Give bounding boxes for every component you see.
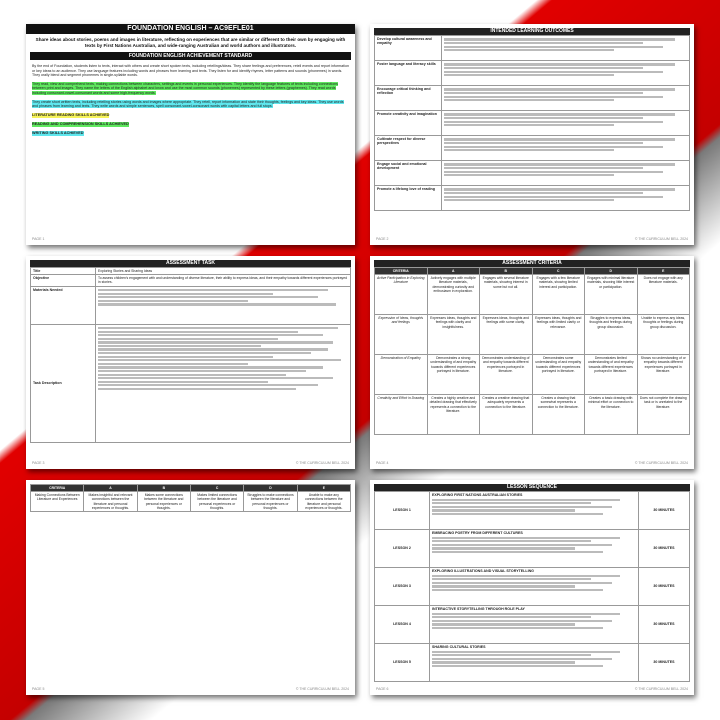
grade-cell: Unable to make any connections between the literature and personal experiences or thoughts.	[297, 492, 350, 512]
grade-cell: Makes insightful and relevant connections between the literature and personal experiences or thoughts.	[84, 492, 137, 512]
lesson-heading: EXPLORING ILLUSTRATIONS AND VISUAL STORYTELLING	[432, 569, 534, 573]
outcome-label: Cultivate respect for diverse perspectives	[375, 136, 442, 161]
copyright: © THE CURRICULUM BELL 2024	[634, 237, 688, 241]
table-row	[375, 355, 690, 395]
grade-cell: Expresses ideas, thoughts and feelings with some clarity.	[480, 315, 533, 355]
reading-skills-tag: READING AND COMPREHENSION SKILLS ACHIEVED	[32, 121, 129, 126]
column-header: E	[297, 485, 350, 492]
row-value-placeholder	[96, 324, 351, 442]
outcome-label: Promote a lifelong love of reading	[375, 186, 442, 211]
grade-cell: Expresses ideas, thoughts and feelings with clarity and insightfulness.	[427, 315, 480, 355]
standard-paragraph-3	[32, 100, 349, 109]
grade-cell: Makes some connections between the literature and personal experiences or thoughts.	[137, 492, 190, 512]
grade-cell: Actively engages with multiple literature materials, demonstrating curiosity and enthusiasm in exploration.	[427, 275, 480, 315]
lesson-time: 30 MINUTES	[639, 606, 690, 644]
lesson-table	[374, 491, 690, 682]
lesson-label: LESSON 2	[375, 530, 430, 568]
table-row	[375, 161, 690, 186]
column-header: CRITERIA	[375, 268, 428, 275]
grade-cell: Demonstrates a strong understanding of and empathy towards different experiences portrayed in literature.	[427, 355, 480, 395]
row-value: Exploring Stories and Sharing Ideas	[96, 268, 351, 275]
grade-cell: Does not complete the drawing task or is unrelated to the literature.	[637, 395, 690, 435]
column-header: A	[427, 268, 480, 275]
table-row	[375, 315, 690, 355]
grade-cell: Demonstrates understanding of and empathy towards different experiences portrayed in literature.	[480, 355, 533, 395]
copyright: © THE CURRICULUM BELL 2024	[295, 687, 349, 691]
table-row	[31, 268, 351, 275]
standard-paragraph-2-text: They read, view and comprehend texts, making connections between characters, settings and events in personal experiences. They identify the language features of texts including connections between print and images. They name the letters of the English alphabet and know and use the most common sounds (phonemes) represented by these letters (graphemes). They read words including consonant-vowel-consonant words and some high-frequency words.	[32, 81, 338, 95]
row-label: Materials Needed	[31, 286, 96, 324]
content-description: Share ideas about stories, poems and images in literature, reflecting on experiences that are similar or different to their own by engaging with texts by First Nations Australian, and wide-ranging Australian and world authors and illustrators.	[35, 37, 346, 48]
table-row	[375, 136, 690, 161]
lesson-heading: INTERACTIVE STORYTELLING THROUGH ROLE PLAY	[432, 607, 525, 611]
lesson-label: LESSON 5	[375, 644, 430, 682]
outcome-label: Promote creativity and imagination	[375, 111, 442, 136]
lesson-content	[430, 492, 639, 530]
page-number: PAGE 5	[32, 687, 45, 691]
lesson-heading: EMBRACING POETRY FROM DIFFERENT CULTURES	[432, 531, 523, 535]
lesson-time: 30 MINUTES	[639, 568, 690, 606]
table-row	[375, 644, 690, 682]
table-row	[375, 275, 690, 315]
table-row	[375, 111, 690, 136]
row-label: Title	[31, 268, 96, 275]
criteria-table	[374, 267, 690, 435]
row-value-placeholder	[96, 286, 351, 324]
criteria-cell: Active Participation in Exploring Literature	[375, 275, 428, 315]
page-1	[26, 24, 355, 245]
table-row	[375, 568, 690, 606]
page-3	[26, 256, 355, 469]
grade-cell: Creates a creative drawing that adequately represents a connection to the literature.	[480, 395, 533, 435]
outcome-details	[442, 136, 690, 161]
outcome-label: Foster language and literacy skills	[375, 61, 442, 86]
copyright: © THE CURRICULUM BELL 2024	[634, 687, 688, 691]
grade-cell: Expresses ideas, thoughts and feelings with limited clarity or relevance.	[532, 315, 585, 355]
lesson-time: 30 MINUTES	[639, 530, 690, 568]
column-header: D	[585, 268, 638, 275]
lesson-content	[430, 530, 639, 568]
row-value: To assess children's engagement with and understanding of diverse literature, their ability to express ideas, and their empathy towards different experiences portrayed in stories.	[96, 275, 351, 286]
column-header: D	[244, 485, 297, 492]
lesson-content	[430, 644, 639, 682]
criteria-cell: Making Connections Between Literature and Experiences	[31, 492, 84, 512]
row-label: Task Description	[31, 324, 96, 442]
criteria-cell: Expression of Ideas, thoughts and feelings	[375, 315, 428, 355]
grade-cell: Engages with a few literature materials, showing limited interest and participation.	[532, 275, 585, 315]
page-number: PAGE 4	[376, 461, 389, 465]
lesson-heading: SHARING CULTURAL STORIES	[432, 645, 486, 649]
grade-cell: Unable to express any ideas, thoughts or feelings during group discussion.	[637, 315, 690, 355]
table-row	[375, 36, 690, 61]
table-row	[31, 275, 351, 286]
column-header: B	[480, 268, 533, 275]
table-row	[375, 492, 690, 530]
criteria-cell: Demonstration of Empathy	[375, 355, 428, 395]
grade-cell: Demonstrates limited understanding of and empathy towards different experiences portrayed in literature.	[585, 355, 638, 395]
page-number: PAGE 1	[32, 237, 45, 241]
grade-cell: Creates a highly creative and detailed drawing that effectively represents a connection to the literature.	[427, 395, 480, 435]
page-number: PAGE 2	[376, 237, 389, 241]
criteria-table-continued	[30, 484, 351, 512]
page-title: ASSESSMENT CRITERIA	[374, 260, 690, 267]
page-4	[370, 256, 694, 469]
page-title: INTENDED LEARNING OUTCOMES	[374, 28, 690, 35]
writing-skills-tag: WRITING SKILLS ACHIEVED	[32, 130, 84, 135]
grade-cell: Struggles to express ideas, thoughts and feelings during group discussion.	[585, 315, 638, 355]
grade-cell: Makes limited connections between the literature and personal experiences or thoughts.	[190, 492, 243, 512]
page-number: PAGE 3	[32, 461, 45, 465]
outcome-label: Develop cultural awareness and empathy	[375, 36, 442, 61]
column-header: B	[137, 485, 190, 492]
outcome-label: Encourage critical thinking and reflection	[375, 86, 442, 111]
assessment-task-table	[30, 267, 351, 443]
table-row	[375, 530, 690, 568]
column-header: C	[532, 268, 585, 275]
outcome-label: Engage social and emotional development	[375, 161, 442, 186]
table-row	[31, 286, 351, 324]
table-row	[31, 492, 351, 512]
grade-cell: Does not engage with any literature materials.	[637, 275, 690, 315]
lesson-label: LESSON 3	[375, 568, 430, 606]
page-5	[26, 480, 355, 695]
standard-paragraph-3-text: They create short written texts, including retelling stories using words and images where appropriate. They retell, report information and state their thoughts, feelings and key ideas. They use words and phrases from learning and texts. They write words and simple sentences, spell consonant-vowel-consonant words with capital letters and full stops.	[32, 99, 344, 109]
criteria-cell: Creativity and Effort in Drawing	[375, 395, 428, 435]
standard-paragraph-2	[32, 82, 349, 96]
page-number: PAGE 6	[376, 687, 389, 691]
lesson-content	[430, 606, 639, 644]
outcome-details	[442, 36, 690, 61]
row-label: Objective	[31, 275, 96, 286]
page-title: LESSON SEQUENCE	[374, 484, 690, 491]
standard-paragraph-1	[32, 64, 349, 78]
grade-cell: Engages with several literature materials, showing interest in some but not all.	[480, 275, 533, 315]
page-6	[370, 480, 694, 695]
page-2	[370, 24, 694, 245]
table-row	[375, 606, 690, 644]
outcome-details	[442, 61, 690, 86]
column-header: A	[84, 485, 137, 492]
column-header: CRITERIA	[31, 485, 84, 492]
table-row	[375, 186, 690, 211]
outcomes-table	[374, 35, 690, 211]
table-row	[375, 61, 690, 86]
lesson-label: LESSON 4	[375, 606, 430, 644]
copyright: © THE CURRICULUM BELL 2024	[295, 461, 349, 465]
column-header: C	[190, 485, 243, 492]
outcome-details	[442, 161, 690, 186]
table-row	[375, 395, 690, 435]
literature-skills-tag: LITERATURE READING SKILLS ACHIEVED	[32, 112, 110, 117]
lesson-content	[430, 568, 639, 606]
grade-cell: Struggles to make connections between the literature and personal experiences or thoughts.	[244, 492, 297, 512]
column-header: E	[637, 268, 690, 275]
lesson-time: 30 MINUTES	[639, 644, 690, 682]
standard-paragraph-1-text: By the end of Foundation, students listen to texts, interact with others and create short spoken texts, including retellings/ideas. They share feelings and preferences, retell events and report information or key ideas to an audience. They use language features including words and phrases from learning and texts. They listen for and identify rhymes, letter patterns and sounds (phonemes) in words. They orally blend and segment phonemes in single-syllable words.	[32, 64, 349, 78]
page-title: ASSESSMENT TASK	[30, 260, 351, 267]
outcome-details	[442, 86, 690, 111]
grade-cell: Demonstrates some understanding of and empathy towards different experiences portrayed in literature.	[532, 355, 585, 395]
grade-cell: Creates a drawing that somewhat represents a connection to the literature.	[532, 395, 585, 435]
grade-cell: Creates a basic drawing with minimal effort or connection to the literature.	[585, 395, 638, 435]
lesson-label: LESSON 1	[375, 492, 430, 530]
grade-cell: Shows no understanding of or empathy towards different experiences portrayed in literature.	[637, 355, 690, 395]
lesson-heading: EXPLORING FIRST NATIONS AUSTRALIAN STORIES	[432, 493, 523, 497]
outcome-details	[442, 111, 690, 136]
outcome-details	[442, 186, 690, 211]
grade-cell: Engages with minimal literature materials, showing little interest or participation.	[585, 275, 638, 315]
page-title: FOUNDATION ENGLISH – AC9EFLE01	[26, 24, 355, 34]
achievement-standard-title: FOUNDATION ENGLISH ACHIEVEMENT STANDARD	[30, 52, 351, 60]
table-row	[31, 324, 351, 442]
copyright: © THE CURRICULUM BELL 2024	[634, 461, 688, 465]
table-row	[375, 86, 690, 111]
lesson-time: 30 MINUTES	[639, 492, 690, 530]
